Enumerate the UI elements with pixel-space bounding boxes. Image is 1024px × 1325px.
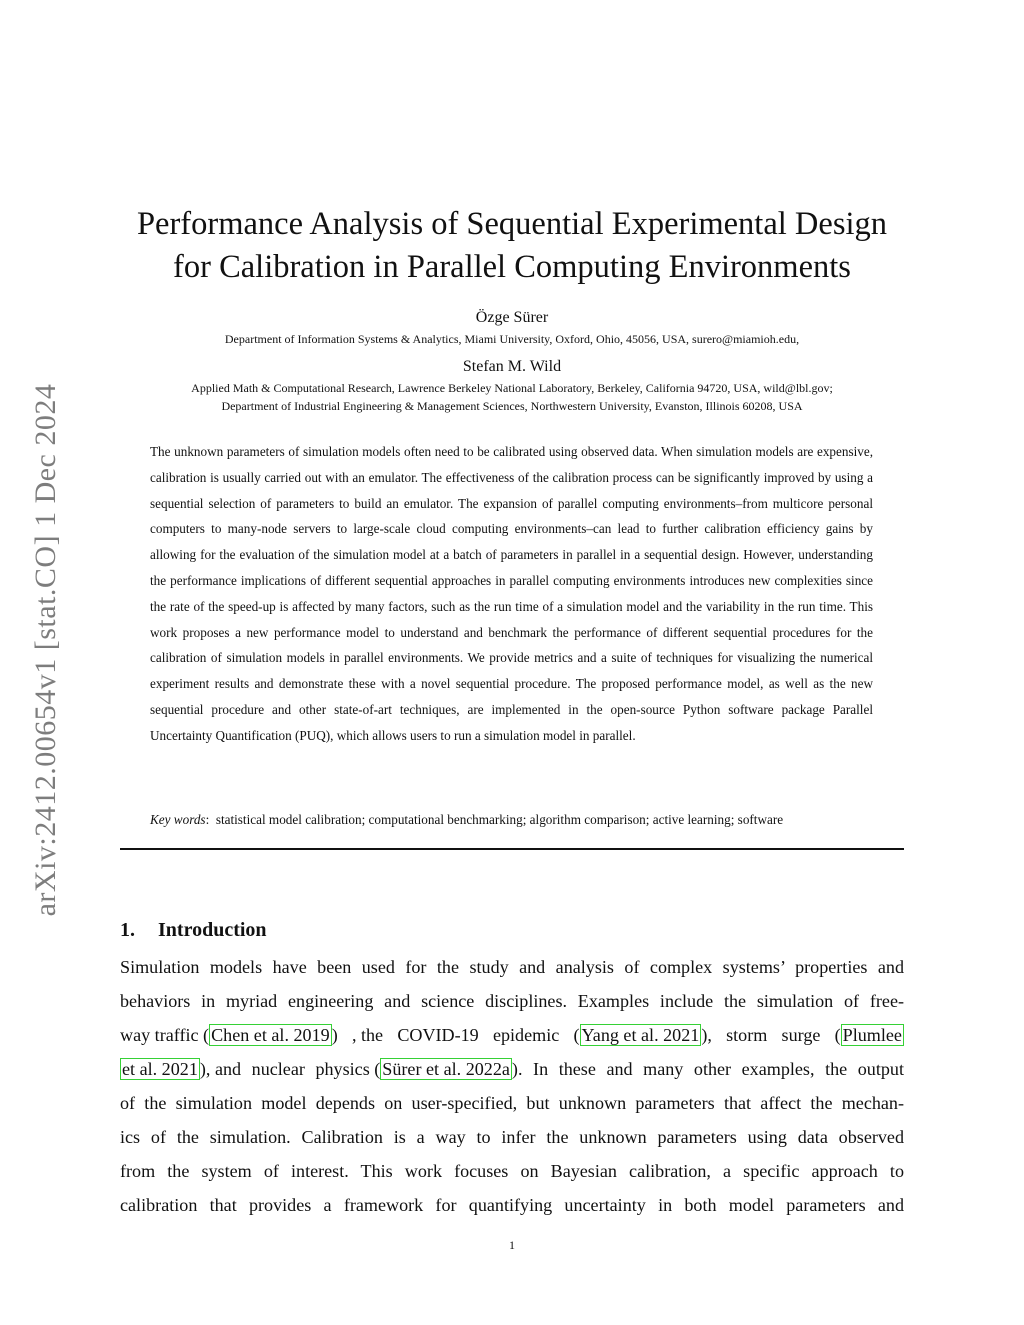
section-number: 1.	[120, 919, 135, 941]
separator-rule	[120, 848, 904, 850]
intro-line: of the simulation model depends on user-specified, but unknown parameters that affect the mechan-	[120, 1093, 904, 1113]
keywords-label: Key words	[150, 812, 206, 827]
paper-title	[100, 203, 924, 289]
title-line-1: Performance Analysis of Sequential Experimental Design	[136, 206, 887, 242]
keywords: Key words: statistical model calibration; computational benchmarking; algorithm comparison; active learning; software	[150, 812, 784, 827]
keywords-text: statistical model calibration; computational benchmarking; algorithm comparison; active learning; software	[215, 812, 784, 827]
title-line-2: for Calibration in Parallel Computing Environments	[173, 249, 851, 285]
intro-line: from the system of interest. This work focuses on Bayesian calibration, a specific approach to	[120, 1161, 904, 1181]
intro-line: behaviors in myriad engineering and science disciplines. Examples include the simulation of free-	[120, 991, 904, 1011]
citation-link[interactable]: Plumlee	[842, 1025, 902, 1045]
intro-line: ics of the simulation. Calibration is a way to infer the unknown parameters using data observed	[120, 1127, 904, 1147]
intro-line: Simulation models have been used for the study and analysis of complex systems’ properties and	[120, 957, 904, 977]
citation-link[interactable]: Yang et al. 2021	[581, 1025, 700, 1045]
intro-line: way traffic ( Chen et al. 2019 ) , the COVID-19 epidemic ( Yang et al. 2021 ), storm surge ( Plumlee	[120, 1025, 902, 1045]
citation-link[interactable]: Sürer et al. 2022a	[382, 1059, 510, 1079]
page-number: 1	[509, 1238, 515, 1252]
introduction-body	[120, 950, 904, 1222]
intro-line: et al. 2021 ), and nuclear physics ( Sürer et al. 2022a ). In these and many other examples, the output	[122, 1059, 904, 1079]
arxiv-identifier-stamp: arXiv:2412.00654v1 [stat.CO] 1 Dec 2024	[29, 383, 62, 917]
section-title: Introduction	[158, 919, 267, 941]
citation-link[interactable]: et al. 2021	[122, 1059, 198, 1079]
author-2-affiliation-1: Applied Math & Computational Research, Lawrence Berkeley National Laboratory, Berkeley, California 94720, USA, wild@lbl.gov;	[191, 381, 833, 395]
author-2-affiliation-2: Department of Industrial Engineering & Management Sciences, Northwestern University, Evanston, Illinois 60208, USA	[221, 399, 803, 413]
author-1-name: Özge Sürer	[475, 309, 549, 326]
author-2-name: Stefan M. Wild	[462, 358, 562, 375]
section-heading	[120, 919, 267, 942]
intro-line: calibration that provides a framework for quantifying uncertainty in both model parameters and	[120, 1195, 904, 1215]
author-1-affiliation: Department of Information Systems & Analytics, Miami University, Oxford, Ohio, 45056, USA, surero@miamioh.edu,	[224, 332, 800, 346]
citation-link[interactable]: Chen et al. 2019	[211, 1025, 330, 1045]
abstract: The unknown parameters of simulation models often need to be calibrated using observed data. When simulation models are expensive, calibration is usually carried out with an emulator. The effectiveness of the calibration process can be significantly improved by using a sequential selection of parameters to build an emulator. The expansion of parallel computing environments–from multicore personal computers to many-node servers to large-scale cloud computing environments–can lead to further calibration efficiency gains by allowing for the evaluation of the simulation model at a batch of parameters in parallel in a sequential design. However, understanding the performance implications of different sequential approaches in parallel computing environments introduces new complexities since the rate of the speed-up is affected by many factors, such as the run time of a simulation model and the variability in the run time. This work proposes a new performance model to understand and benchmark the performance of different sequential procedures for the calibration of simulation models in parallel environments. We provide metrics and a suite of techniques for visualizing the numerical experiment results and demonstrate these with a novel sequential procedure. The proposed performance model, as well as the new sequential procedure and other state-of-art techniques, are implemented in the open-source Python software package Parallel Uncertainty Quantification (PUQ), which allows users to run a simulation model in parallel.	[150, 444, 873, 743]
